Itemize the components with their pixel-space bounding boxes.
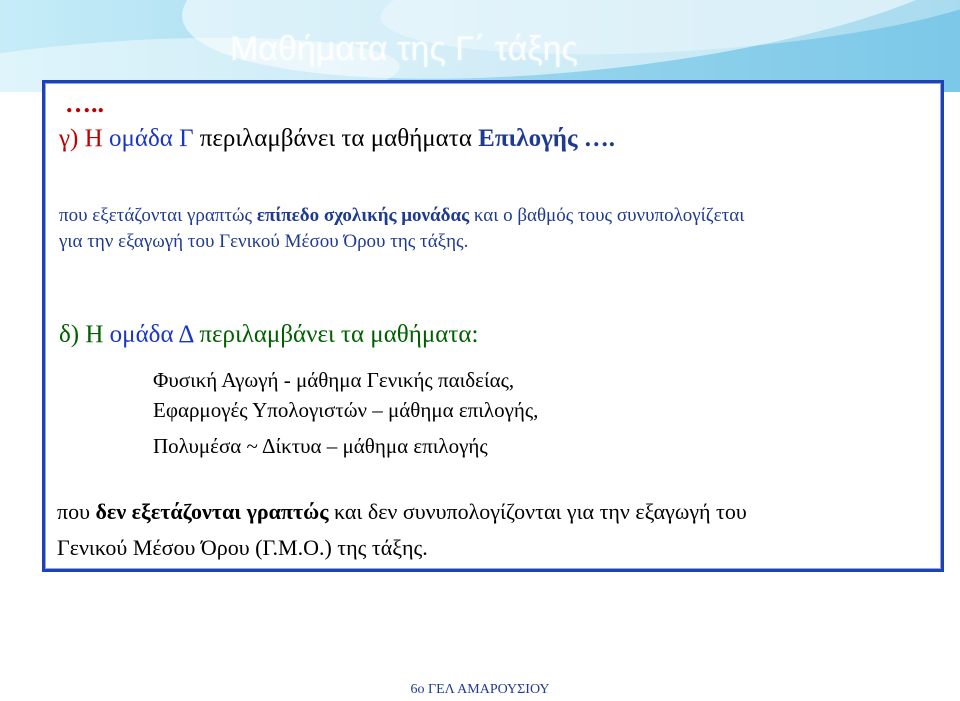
- group-c-desc-bold: επίπεδο σχολικής μονάδας: [256, 205, 470, 226]
- conclusion-line2: Γενικού Μέσου Όρου (Γ.Μ.Ο.) της τάξης.: [57, 535, 428, 560]
- conclusion-line1: [57, 499, 747, 525]
- group-d-item: Εφαρμογές Υπολογιστών – μάθημα επιλογής,: [153, 398, 539, 422]
- group-c-middle: περιλαμβάνει τα μαθήματα: [193, 125, 479, 152]
- group-c-emphasis: Επιλογής: [478, 125, 578, 152]
- conclusion-text: που: [57, 499, 96, 524]
- group-d-heading: [59, 321, 478, 349]
- conclusion-text: και δεν συνυπολογίζονται για την εξαγωγή του: [328, 499, 747, 524]
- group-d-item: Φυσική Αγωγή - μάθημα Γενικής παιδείας,: [153, 368, 515, 392]
- group-c-prefix: γ) Η: [59, 125, 109, 152]
- header-band: [0, 0, 960, 92]
- group-d-item: Πολυμέσα ~ Δίκτυα – μάθημα επιλογής: [153, 434, 488, 458]
- group-c-suffix: ….: [577, 125, 616, 152]
- group-c-desc-text: και ο βαθμός τους συνυπολογίζεται: [469, 205, 745, 226]
- ellipsis: …..: [65, 89, 104, 118]
- group-c-desc-line1: [59, 205, 744, 227]
- group-c-desc-line2: για την εξαγωγή του Γενικού Μέσου Όρου της τάξης.: [59, 231, 469, 252]
- footer-school: 6ο ΓΕΛ ΑΜΑΡΟΥΣΙΟΥ: [410, 682, 550, 697]
- group-d-name: ομάδα Δ: [109, 321, 194, 348]
- group-c-heading: [59, 125, 615, 153]
- conclusion-bold: δεν εξετάζονται γραπτώς: [95, 499, 329, 524]
- group-c-name: ομάδα Γ: [108, 125, 194, 152]
- group-d-suffix: περιλαμβάνει τα μαθήματα:: [193, 321, 479, 348]
- content-box: [42, 80, 944, 572]
- slide-title: Μαθήματα της Γ΄ τάξης: [230, 30, 578, 68]
- group-d-prefix: δ) Η: [59, 321, 110, 348]
- group-c-desc-text: που εξετάζονται γραπτώς: [59, 205, 257, 226]
